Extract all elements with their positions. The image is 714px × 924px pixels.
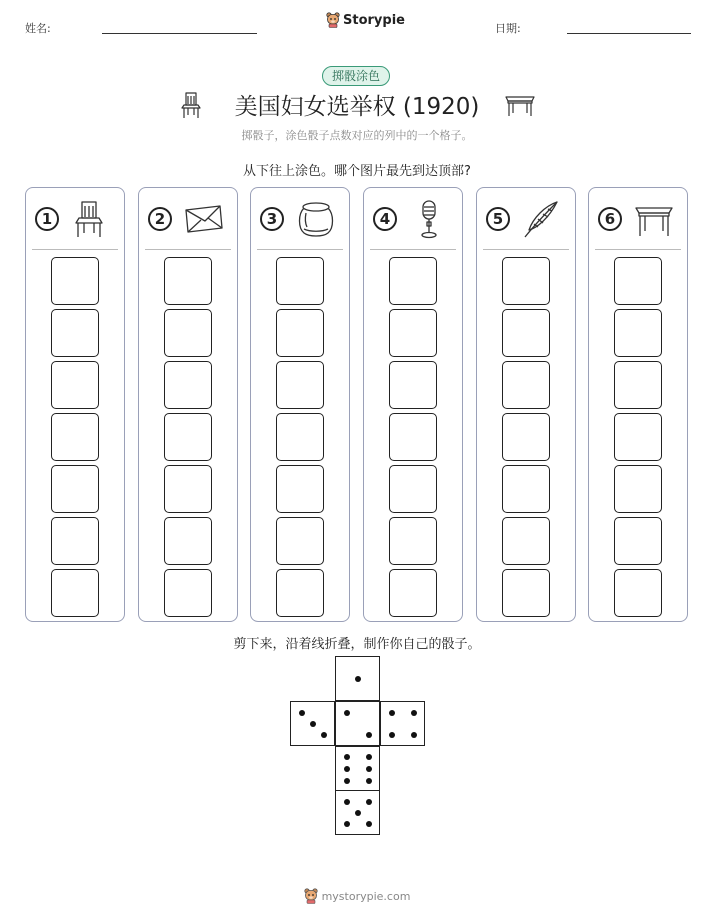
column-number: 2: [148, 207, 172, 231]
color-box[interactable]: [389, 517, 437, 565]
color-box[interactable]: [502, 361, 550, 409]
table-icon: [633, 198, 675, 240]
color-box[interactable]: [164, 361, 212, 409]
color-box[interactable]: [502, 517, 550, 565]
chair-icon: [70, 198, 112, 240]
footer-url[interactable]: mystorypie.com: [321, 889, 411, 903]
color-box[interactable]: [614, 465, 662, 513]
subtitle: 掷骰子，涂色骰子点数对应的列中的一个格子。: [241, 129, 473, 142]
color-box[interactable]: [614, 413, 662, 461]
color-box[interactable]: [51, 413, 99, 461]
color-box[interactable]: [389, 465, 437, 513]
color-box[interactable]: [51, 517, 99, 565]
color-box[interactable]: [276, 517, 324, 565]
color-box[interactable]: [276, 569, 324, 617]
color-box[interactable]: [614, 309, 662, 357]
column-number: 5: [486, 207, 510, 231]
color-box[interactable]: [276, 309, 324, 357]
bear-icon: [304, 888, 318, 904]
dice-face-6: [335, 746, 380, 791]
activity-badge: 掷骰涂色: [322, 66, 390, 86]
color-box[interactable]: [389, 257, 437, 305]
dice-column-5: [476, 187, 576, 622]
color-box[interactable]: [614, 569, 662, 617]
dice-column-1: [25, 187, 125, 622]
color-box[interactable]: [164, 257, 212, 305]
date-label: 日期:: [495, 22, 521, 35]
instruction-text: 从下往上涂色。哪个图片最先到达顶部?: [243, 164, 471, 179]
dice-column-3: [250, 187, 350, 622]
name-label: 姓名:: [25, 22, 51, 35]
column-number: 3: [260, 207, 284, 231]
color-box[interactable]: [502, 257, 550, 305]
cut-instruction: 剪下来，沿着线折叠，制作你自己的骰子。: [233, 637, 481, 652]
quill-icon: [521, 198, 563, 240]
color-box[interactable]: [164, 413, 212, 461]
color-box[interactable]: [276, 361, 324, 409]
brand-name: Storypie: [343, 12, 405, 28]
dice-face-3: [290, 701, 335, 746]
color-box[interactable]: [164, 309, 212, 357]
jar-icon: [295, 198, 337, 240]
date-line[interactable]: [567, 33, 691, 34]
page-title: 美国妇女选举权 (1920): [234, 94, 480, 120]
color-box[interactable]: [51, 257, 99, 305]
color-box[interactable]: [614, 361, 662, 409]
color-box[interactable]: [389, 309, 437, 357]
color-box[interactable]: [389, 361, 437, 409]
dice-column-4: [363, 187, 463, 622]
color-box[interactable]: [276, 413, 324, 461]
color-box[interactable]: [51, 309, 99, 357]
color-box[interactable]: [51, 361, 99, 409]
dice-column-2: [138, 187, 238, 622]
color-box[interactable]: [51, 569, 99, 617]
color-box[interactable]: [164, 465, 212, 513]
envelope-icon: [183, 198, 225, 240]
dice-face-4: [380, 701, 425, 746]
color-box[interactable]: [276, 465, 324, 513]
color-box[interactable]: [502, 413, 550, 461]
table-icon: [504, 93, 536, 117]
dice-column-6: [588, 187, 688, 622]
color-box[interactable]: [164, 517, 212, 565]
color-box[interactable]: [614, 257, 662, 305]
color-box[interactable]: [51, 465, 99, 513]
color-box[interactable]: [502, 569, 550, 617]
color-box[interactable]: [614, 517, 662, 565]
microphone-icon: [408, 198, 450, 240]
dice-face-5: [335, 790, 380, 835]
bear-icon: [326, 12, 340, 28]
color-box[interactable]: [276, 257, 324, 305]
footer: [0, 888, 714, 904]
column-number: 4: [373, 207, 397, 231]
dice-face-1: [335, 656, 380, 701]
name-line[interactable]: [102, 33, 257, 34]
color-box[interactable]: [502, 309, 550, 357]
color-box[interactable]: [164, 569, 212, 617]
dice-face-2: [335, 701, 380, 746]
brand-logo: [326, 12, 405, 28]
color-box[interactable]: [502, 465, 550, 513]
color-box[interactable]: [389, 413, 437, 461]
column-number: 6: [598, 207, 622, 231]
color-box[interactable]: [389, 569, 437, 617]
column-number: 1: [35, 207, 59, 231]
